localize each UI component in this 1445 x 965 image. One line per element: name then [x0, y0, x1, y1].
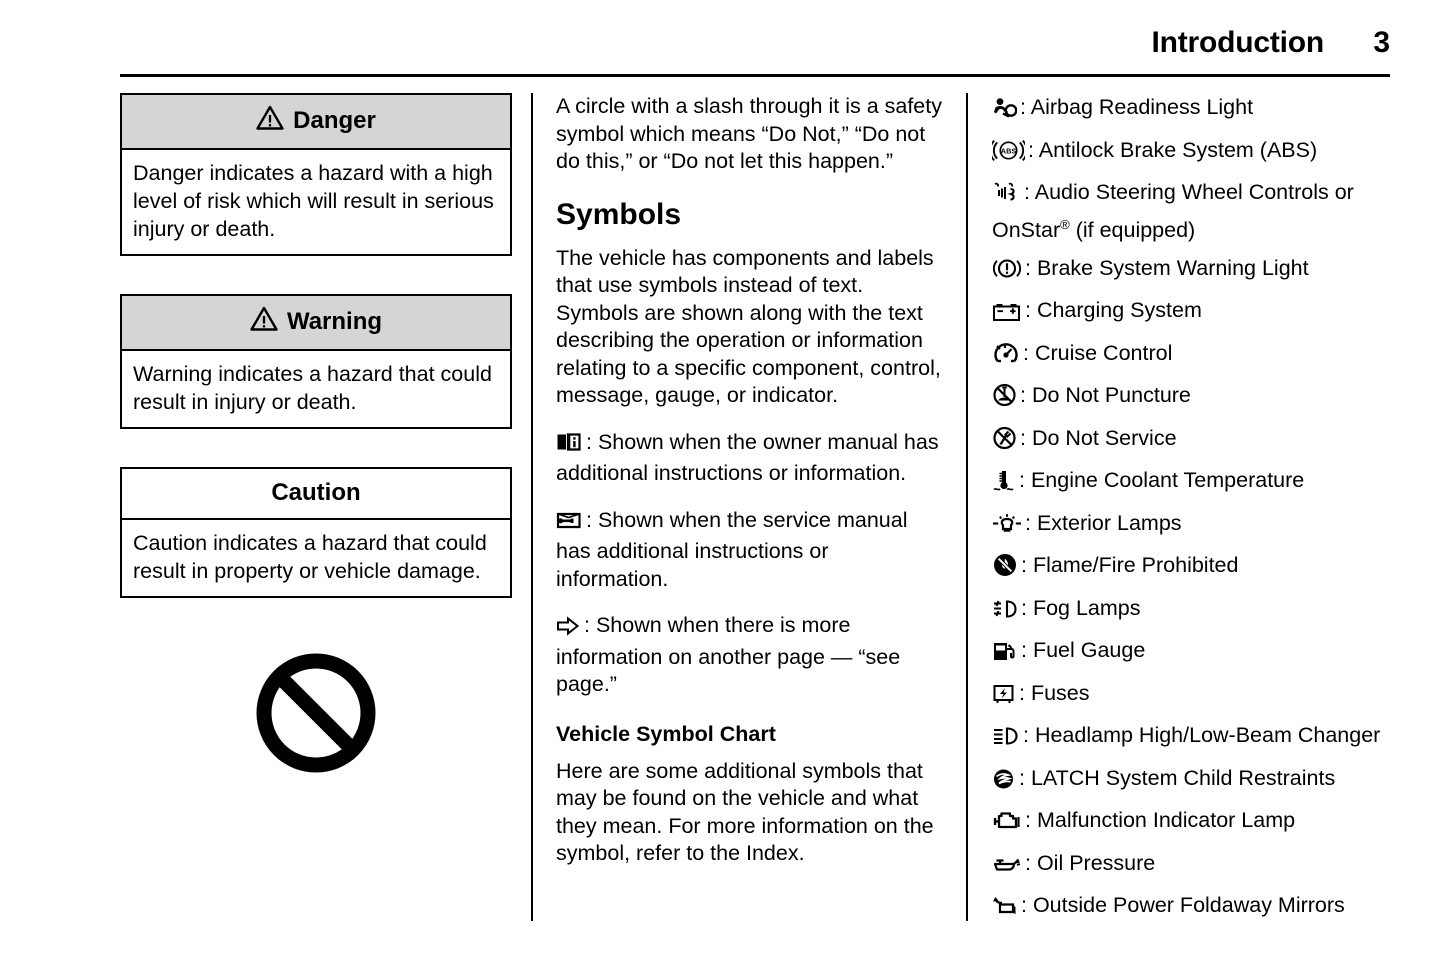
danger-alert-box	[120, 93, 512, 256]
symbol-label: : Fuses	[1019, 680, 1090, 705]
left-column	[120, 93, 512, 781]
symbol-label: : Airbag Readiness Light	[1020, 95, 1254, 119]
symbol-list-item	[992, 594, 1392, 627]
symbol-list-item	[992, 136, 1392, 169]
symbol-list-item	[992, 178, 1392, 244]
symbol-label: : Audio Steering Wheel Controls or OnStar	[992, 180, 1354, 243]
symbol-label: : Brake System Warning Light	[1025, 255, 1309, 280]
symbol-label: : Oil Pressure	[1025, 850, 1156, 875]
page-title: Introduction	[1151, 26, 1324, 59]
prohibition-symbol-figure	[120, 650, 512, 781]
fuses-icon	[992, 683, 1016, 712]
column-divider-left	[531, 93, 533, 921]
symbol-list-item	[992, 891, 1392, 924]
symbol-label: : Fog Lamps	[1021, 595, 1141, 620]
symbol-list-item	[992, 254, 1392, 287]
headlamp-beam-icon	[992, 725, 1020, 754]
flame-prohibited-icon	[992, 553, 1018, 584]
symbol-label: : Cruise Control	[1023, 340, 1173, 365]
service-manual-note	[556, 507, 946, 594]
symbol-list-item	[992, 296, 1392, 329]
symbol-label: : Do Not Puncture	[1020, 383, 1191, 408]
danger-alert-label: Danger	[293, 107, 376, 134]
symbol-list-item	[992, 424, 1392, 457]
warning-triangle-icon	[250, 306, 278, 338]
symbol-list-item	[992, 806, 1392, 839]
warning-alert-body: Warning indicates a hazard that could result in injury or death.	[133, 362, 492, 414]
battery-charging-icon	[992, 301, 1022, 329]
owner-manual-note	[556, 429, 946, 488]
svg-text:ABS: ABS	[1000, 146, 1017, 156]
header-divider-rule	[120, 74, 1390, 77]
symbol-label: : Antilock Brake System (ABS)	[1028, 137, 1318, 162]
page-header	[120, 26, 1390, 60]
vehicle-symbol-chart-paragraph: Here are some additional symbols that may be found on the vehicle and what they mean. For more information on the symbol, refer to the Index.	[556, 758, 934, 865]
warning-alert-box	[120, 294, 512, 429]
malfunction-indicator-icon	[992, 810, 1022, 839]
symbol-label: : Do Not Service	[1020, 425, 1177, 450]
symbol-list-item	[992, 93, 1392, 126]
danger-alert-body: Danger indicates a hazard with a high level of risk which will result in serious injury or death.	[133, 161, 494, 241]
caution-alert-body: Caution indicates a hazard that could result in property or vehicle damage.	[133, 531, 487, 583]
cruise-control-icon	[992, 343, 1020, 372]
owner-manual-note-text: : Shown when the owner manual has additional instructions or information.	[556, 429, 939, 485]
symbol-list-item	[992, 849, 1392, 882]
right-arrow-icon	[556, 616, 580, 644]
no-circle-slash-icon	[253, 650, 379, 781]
caution-alert-box	[120, 467, 512, 598]
vehicle-symbol-chart-heading: Vehicle Symbol Chart	[556, 721, 776, 746]
symbol-label: : Malfunction Indicator Lamp	[1025, 808, 1296, 833]
see-page-note-text: : Shown when there is more information on another page — “see page.”	[556, 613, 901, 696]
symbol-label: : Fuel Gauge	[1021, 638, 1146, 663]
symbol-label: : Headlamp High/Low-Beam Changer	[1023, 723, 1381, 748]
symbol-list-item	[992, 764, 1392, 797]
danger-alert-header	[122, 95, 510, 150]
symbol-list-item	[992, 466, 1392, 499]
owner-manual-book-icon	[556, 431, 582, 461]
registered-trademark-mark: ®	[1060, 217, 1070, 232]
middle-column	[556, 93, 946, 887]
symbol-label: : Charging System	[1025, 298, 1202, 323]
symbols-paragraph: The vehicle has components and labels that use symbols instead of text. Symbols are shown along with the text describing the operation or information relating to a specific component, control, message, gauge, or indicator.	[556, 245, 941, 407]
vehicle-symbol-list	[992, 93, 1392, 924]
column-divider-right	[966, 93, 968, 921]
symbol-list-item	[992, 679, 1392, 712]
foldaway-mirrors-icon	[992, 895, 1018, 924]
symbol-list-item	[992, 636, 1392, 669]
warning-alert-header	[122, 296, 510, 351]
symbol-label: : Flame/Fire Prohibited	[1021, 553, 1239, 578]
symbol-label: : Engine Coolant Temperature	[1019, 468, 1305, 493]
symbol-list-item	[992, 551, 1392, 584]
service-manual-note-text: : Shown when the service manual has additional instructions or information.	[556, 507, 908, 591]
caution-alert-header	[122, 469, 510, 520]
fuel-gauge-icon	[992, 640, 1018, 669]
symbol-list-item	[992, 381, 1392, 414]
fog-lamps-icon	[992, 598, 1018, 627]
oil-pressure-icon	[992, 853, 1022, 882]
symbol-label: : Exterior Lamps	[1025, 510, 1182, 535]
symbol-label: : LATCH System Child Restraints	[1019, 765, 1336, 790]
symbol-label: : Outside Power Foldaway Mirrors	[1021, 893, 1345, 918]
symbol-label-suffix: (if equipped)	[1069, 218, 1196, 243]
exterior-lamps-icon	[992, 513, 1022, 542]
abs-icon	[992, 139, 1025, 169]
caution-alert-label: Caution	[271, 479, 361, 506]
page-number: 3	[1373, 26, 1390, 59]
symbol-list-item	[992, 721, 1392, 754]
service-manual-book-icon	[556, 509, 582, 539]
symbol-list-item	[992, 339, 1392, 372]
see-page-note	[556, 612, 946, 699]
coolant-temperature-icon	[992, 469, 1016, 499]
intro-paragraph: A circle with a slash through it is a safety symbol which means “Do Not,” “Do not do this,” or “Do not let this happen.”	[556, 94, 942, 173]
do-not-puncture-icon	[992, 383, 1017, 414]
airbag-readiness-icon	[992, 97, 1017, 126]
warning-alert-label: Warning	[286, 308, 383, 335]
brake-warning-icon	[992, 257, 1022, 287]
symbols-heading: Symbols	[556, 197, 682, 231]
warning-triangle-icon	[256, 105, 284, 137]
symbol-list-item	[992, 509, 1392, 542]
right-column	[992, 93, 1392, 934]
do-not-service-icon	[992, 426, 1017, 457]
latch-child-restraint-icon	[992, 768, 1016, 797]
audio-steering-wheel-icon	[992, 181, 1021, 211]
